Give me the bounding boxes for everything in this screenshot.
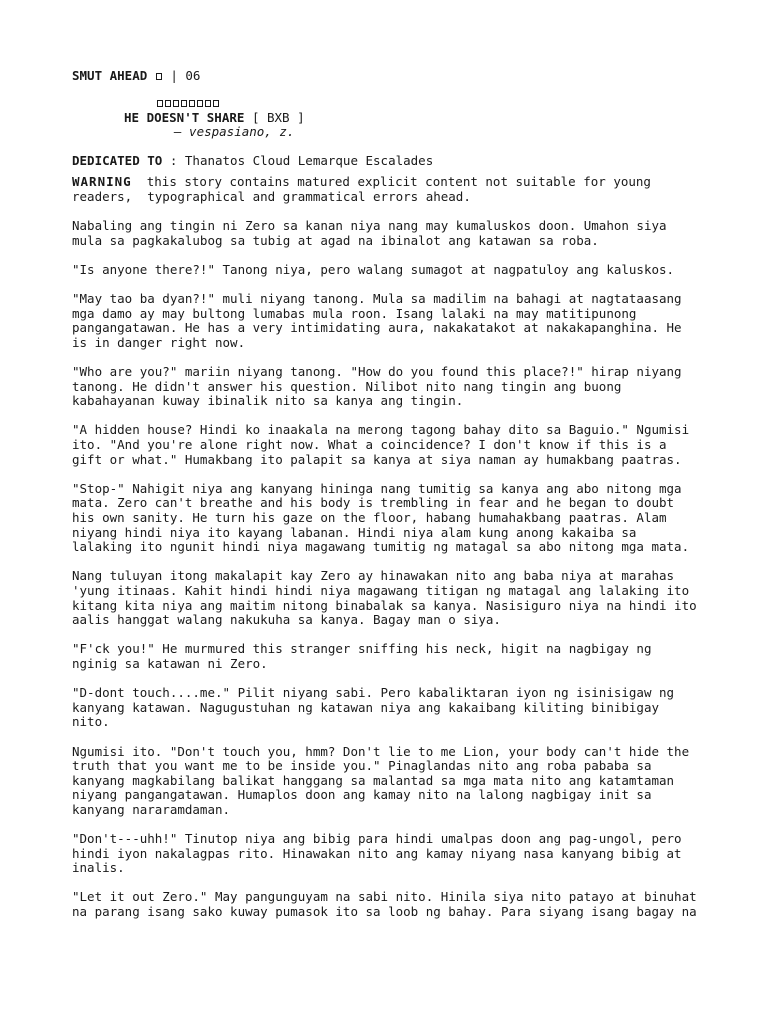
paragraph-line: nginig sa katawan ni Zero.	[72, 655, 268, 671]
story-paragraph	[72, 745, 712, 818]
paragraph-line: hindi iyon nakalagpas rito. Hinawakan nito ang kamay niyang nasa kanyang bibig at	[72, 845, 682, 861]
story-tag: [ BXB ]	[244, 109, 305, 125]
paragraph-line: "A hidden house? Hindi ko inaakala na merong tagong bahay dito sa Baguio." Ngumisi	[72, 422, 690, 438]
warning-label: WARNING	[72, 174, 132, 190]
story-paragraph	[72, 292, 712, 350]
paragraph-line: kitang kita niya ang maitim nitong binabalak sa kanya. Nasisiguro niya na hindi ito	[72, 597, 697, 613]
story-paragraph	[72, 263, 712, 278]
paragraph-line: kanyang magkabilang balikat hanggang sa malantad sa mga mata nito ang katamtaman	[72, 772, 675, 788]
warning-text-line: readers, typographical and grammatical errors ahead.	[72, 188, 471, 204]
dedication-label: DEDICATED TO	[72, 152, 163, 168]
story-paragraph	[72, 482, 712, 555]
chapter-label: SMUT AHEAD	[72, 68, 148, 83]
paragraph-line: pangangatawan. He has a very intimidating aura, nakakatakot at nakakapanghina. He	[72, 320, 682, 336]
paragraph-line: na parang isang sako kuway pumasok ito sa loob ng bahay. Para siyang isang bagay na	[72, 904, 697, 920]
paragraph-line: mata. Zero can't breathe and his body is trembling in fear and he began to doubt	[72, 495, 675, 511]
paragraph-line: is in danger right now.	[72, 334, 246, 350]
story-paragraph	[72, 365, 712, 409]
missing-glyph-icon	[173, 100, 179, 107]
paragraph-line: "Don't---uhh!" Tinutop niya ang bibig para hindi umalpas doon ang pag-ungol, pero	[72, 831, 682, 847]
paragraph-line: Nang tuluyan itong makalapit kay Zero ay hinawakan nito ang baba niya at marahas	[72, 568, 675, 584]
missing-glyph-icon	[157, 100, 163, 107]
paragraph-line: 'yung itinaas. Kahit hindi hindi niya magawang titigan ng matagal ang lalaking ito	[72, 583, 690, 598]
document-page	[72, 64, 712, 920]
paragraph-line: nito.	[72, 714, 110, 730]
story-paragraph	[72, 890, 712, 919]
paragraph-line: kanyang nararamdaman.	[72, 801, 231, 817]
paragraph-line: ito. "And you're alone right now. What a coincidence? I don't know if this is a	[72, 437, 667, 453]
paragraph-line: "Who are you?" mariin niyang tanong. "How do you found this place?!" hirap niyang	[72, 364, 682, 380]
paragraph-line: aalis hanggat walang nakukuha sa kanya. Bagay man o siya.	[72, 612, 501, 628]
missing-glyph-icon	[165, 100, 171, 107]
chapter-number: | 06	[162, 68, 201, 83]
paragraph-line: mga damo ay may bultong lumabas mula roon. Isang lalaki na may matitipunong	[72, 305, 637, 321]
warning-block	[72, 175, 712, 204]
story-title-line	[72, 111, 712, 126]
paragraph-line: lalaking ito ngunit hindi niya magawang tumitig ng matagal sa abo nitong mga mata.	[72, 539, 690, 555]
story-paragraph	[72, 423, 712, 467]
paragraph-line: Nabaling ang tingin ni Zero sa kanan niya nang may kumaluskos doon. Umahon siya	[72, 218, 667, 234]
missing-glyph-icon	[156, 73, 162, 80]
missing-glyph-icon	[213, 100, 219, 107]
missing-glyph-icon	[197, 100, 203, 107]
paragraph-line: niyang pangangatawan. Humaplos doon ang kamay nito na lalong nagbigay init sa	[72, 787, 652, 803]
story-paragraph	[72, 832, 712, 876]
paragraph-line: niyang hindi niya ito kayang labanan. Hindi niya alam kung anong kakaiba sa	[72, 524, 637, 540]
dedication-line	[72, 154, 712, 169]
paragraph-line: "D-dont touch....me." Pilit niyang sabi. Pero kabaliktaran iyon ng isinisigaw ng	[72, 685, 675, 701]
story-paragraph	[72, 219, 712, 248]
paragraph-line: Ngumisi ito. "Don't touch you, hmm? Don't lie to me Lion, your body can't hide the	[72, 743, 690, 759]
paragraph-line: truth that you want me to be inside you." Pinaglandas nito ang roba pababa sa	[72, 758, 652, 774]
paragraph-line: "Let it out Zero." May pangunguyam na sabi nito. Hinila siya nito patayo at binuhat	[72, 889, 697, 905]
paragraph-line: kabahayanan kuway ibinalik nito sa kanya ang tingin.	[72, 393, 464, 409]
missing-glyph-icon	[205, 100, 211, 107]
story-paragraph	[72, 686, 712, 730]
paragraph-line: inalis.	[72, 860, 125, 876]
paragraph-line: kanyang katawan. Nagugustuhan ng katawan niya ang kakaibang kiliting binibigay	[72, 699, 659, 715]
chapter-header	[72, 69, 712, 84]
paragraph-line: "F'ck you!" He murmured this stranger sniffing his neck, higit na nagbigay ng	[72, 641, 652, 657]
warning-line	[72, 175, 712, 190]
decorative-glyph-row	[72, 99, 712, 109]
paragraph-line: "Is anyone there?!" Tanong niya, pero walang sumagot at nagpatuloy ang kaluskos.	[72, 261, 675, 277]
paragraph-line: his own sanity. He turn his gaze on the floor, habang humahakbang paatras. Alam	[72, 510, 667, 526]
paragraph-line: tanong. He didn't answer his question. Nilibot nito nang tingin ang buong	[72, 378, 622, 394]
paragraph-line: "Stop-" Nahigit niya ang kanyang hininga nang tumitig sa kanya ang abo nitong mga	[72, 480, 682, 496]
story-author: — vespasiano, z.	[174, 124, 295, 140]
story-paragraph	[72, 569, 712, 627]
story-title: HE DOESN'T SHARE	[124, 109, 245, 125]
dedication-text: : Thanatos Cloud Lemarque Escalades	[162, 152, 434, 168]
story-paragraph	[72, 642, 712, 671]
paragraph-line: gift or what." Humakbang ito palapit sa kanya at siya naman ay humakbang paatras.	[72, 451, 682, 467]
missing-glyph-icon	[181, 100, 187, 107]
paragraph-line: mula sa pagkakalubog sa tubig at agad na ibinalot ang katawan sa roba.	[72, 232, 599, 248]
story-body	[72, 219, 712, 920]
paragraph-line: "May tao ba dyan?!" muli niyang tanong. Mula sa madilim na bahagi at nagtataasang	[72, 291, 682, 307]
missing-glyph-icon	[189, 100, 195, 107]
warning-text-line: this story contains matured explicit content not suitable for young	[131, 174, 651, 190]
